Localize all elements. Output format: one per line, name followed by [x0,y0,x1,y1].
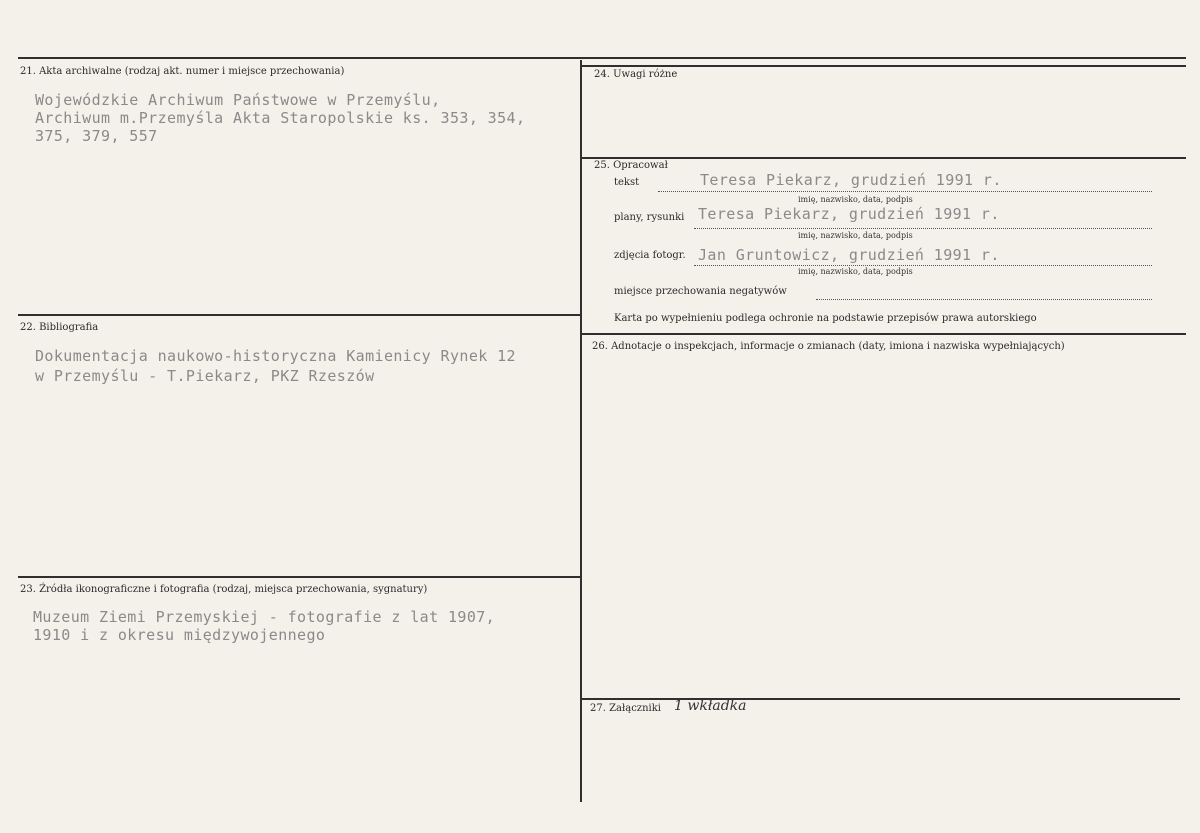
top-rule [18,57,1186,59]
photos-row-caption: imię, nazwisko, data, podpis [798,267,913,276]
section-27-label: 27. Załączniki [590,703,661,714]
section-24-label: 24. Uwagi różne [594,69,678,80]
rule-after-21 [18,314,581,316]
section-21-label: 21. Akta archiwalne (rodzaj akt. numer i miejsce przechowania) [20,66,345,77]
copyright-note: Karta po wypełnieniu podlega ochronie na podstawie przepisów prawa autorskiego [614,313,1037,324]
text-row-caption: imię, nazwisko, data, podpis [798,195,913,204]
rule-after-26 [582,698,1180,700]
attachments-handwritten: 1 wkładka [674,698,747,714]
negatives-label: miejsce przechowania negatywów [614,286,787,297]
center-divider [580,60,582,802]
section-23-label: 23. Źródła ikonograficzne i fotografia (rodzaj, miejsca przechowania, sygnatury) [20,584,428,595]
section-22-label: 22. Bibliografia [20,322,99,333]
rule-after-23-top [18,576,581,578]
rule-top-right [582,65,1186,67]
negatives-dots [816,299,1152,300]
section-22-line-1: Dokumentacja naukowo-historyczna Kamienicy Rynek 12 [35,347,516,365]
drawings-row-value: Teresa Piekarz, grudzień 1991 r. [698,205,1000,223]
section-21-line-1: Wojewódzkie Archiwum Państwowe w Przemyślu, [35,91,441,109]
photos-row-value: Jan Gruntowicz, grudzień 1991 r. [698,246,1000,264]
section-22-line-2: w Przemyślu - T.Piekarz, PKZ Rzeszów [35,367,375,385]
text-row-dots [658,191,1152,192]
section-23-line-2: 1910 i z okresu międzywojennego [33,626,326,644]
section-23-line-1: Muzeum Ziemi Przemyskiej - fotografie z lat 1907, [33,608,496,626]
photos-row-dots [694,265,1152,266]
section-26-label: 26. Adnotacje o inspekcjach, informacje o zmianach (daty, imiona i nazwiska wypełniających) [592,341,1065,352]
rule-after-25 [582,333,1186,335]
section-21-line-3: 375, 379, 557 [35,127,158,145]
text-row-value: Teresa Piekarz, grudzień 1991 r. [700,171,1002,189]
drawings-row-dots [694,228,1152,229]
text-row-label: tekst [614,177,640,188]
section-21-line-2: Archiwum m.Przemyśla Akta Staropolskie ks. 353, 354, [35,109,526,127]
section-25-label: 25. Opracował [594,160,668,171]
drawings-row-label: plany, rysunki [614,212,685,223]
photos-row-label: zdjęcia fotogr. [614,250,686,261]
drawings-row-caption: imię, nazwisko, data, podpis [798,231,913,240]
rule-after-24 [582,157,1186,159]
